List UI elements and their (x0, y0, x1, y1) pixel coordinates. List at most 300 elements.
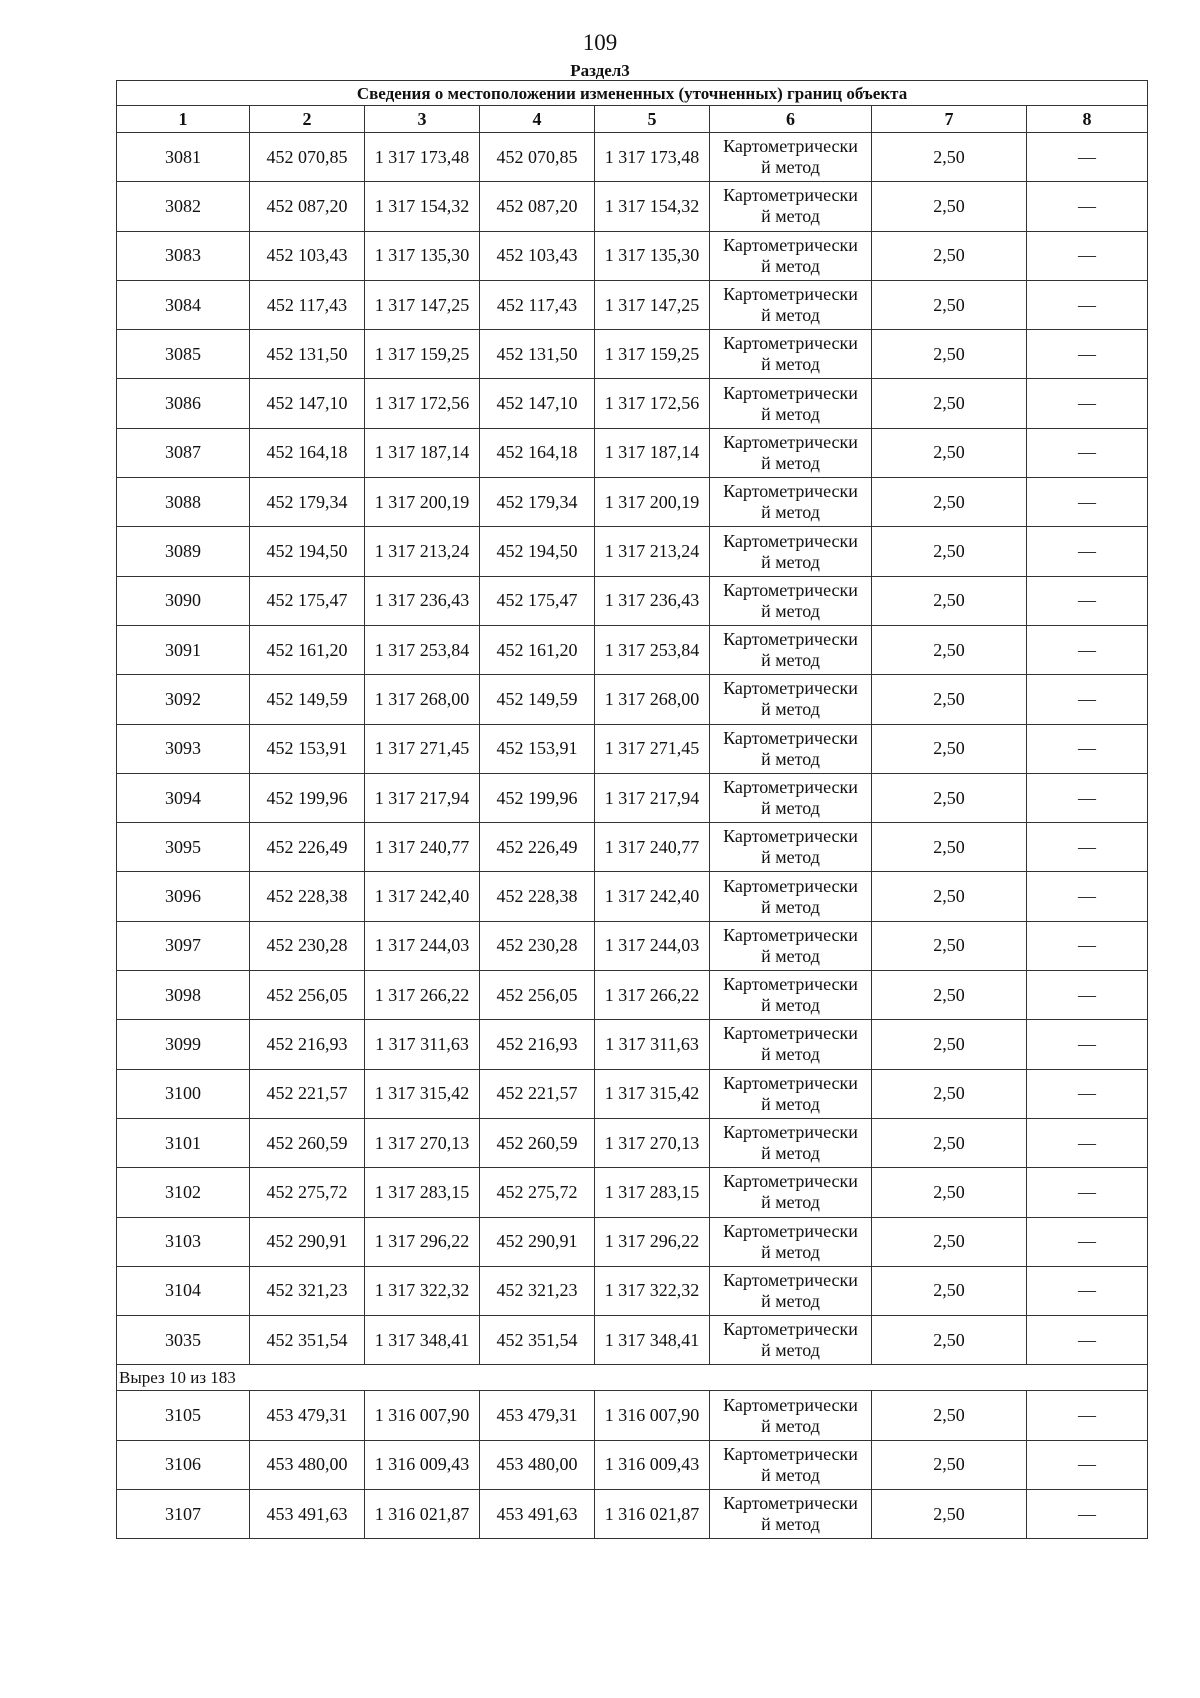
method-cell (710, 773, 872, 822)
note-cell: — (1027, 133, 1148, 182)
y-old-cell: 1 317 187,14 (365, 428, 480, 477)
note-cell: — (1027, 1391, 1148, 1440)
x-new-cell: 452 179,34 (480, 478, 595, 527)
y-old-cell: 1 317 154,32 (365, 182, 480, 231)
method-line-2: й метод (761, 1143, 820, 1164)
accuracy-cell: 2,50 (872, 133, 1027, 182)
y-old-cell: 1 317 173,48 (365, 133, 480, 182)
note-cell: — (1027, 428, 1148, 477)
x-new-cell: 452 290,91 (480, 1217, 595, 1266)
point-number-cell: 3090 (117, 576, 250, 625)
method-line-1: Картометрически (723, 1171, 858, 1192)
table-row (117, 1440, 1148, 1489)
method-cell (710, 231, 872, 280)
x-old-cell: 452 149,59 (250, 675, 365, 724)
note-cell: — (1027, 1490, 1148, 1539)
method-cell (710, 921, 872, 970)
accuracy-cell: 2,50 (872, 478, 1027, 527)
x-old-cell: 452 147,10 (250, 379, 365, 428)
y-new-cell: 1 316 007,90 (595, 1391, 710, 1440)
table-row (117, 1069, 1148, 1118)
note-cell: — (1027, 231, 1148, 280)
x-old-cell: 452 351,54 (250, 1316, 365, 1365)
page-number: 109 (582, 30, 618, 55)
table-row (117, 478, 1148, 527)
x-new-cell: 452 153,91 (480, 724, 595, 773)
y-new-cell: 1 317 311,63 (595, 1020, 710, 1069)
method-line-2: й метод (761, 255, 820, 276)
method-line-2: й метод (761, 354, 820, 375)
note-cell: — (1027, 773, 1148, 822)
table-caption: Сведения о местоположении измененных (уточненных) границ объекта (117, 81, 1148, 106)
accuracy-cell: 2,50 (872, 823, 1027, 872)
point-number-cell: 3097 (117, 921, 250, 970)
x-old-cell: 452 161,20 (250, 625, 365, 674)
x-old-cell: 452 175,47 (250, 576, 365, 625)
table-row (117, 872, 1148, 921)
point-number-cell: 3088 (117, 478, 250, 527)
accuracy-cell: 2,50 (872, 921, 1027, 970)
y-new-cell: 1 317 266,22 (595, 971, 710, 1020)
point-number-cell: 3084 (117, 280, 250, 329)
y-old-cell: 1 317 266,22 (365, 971, 480, 1020)
x-new-cell: 452 164,18 (480, 428, 595, 477)
x-old-cell: 452 290,91 (250, 1217, 365, 1266)
method-line-2: й метод (761, 748, 820, 769)
y-new-cell: 1 317 135,30 (595, 231, 710, 280)
point-number-cell: 3089 (117, 527, 250, 576)
y-old-cell: 1 317 283,15 (365, 1168, 480, 1217)
y-old-cell: 1 317 315,42 (365, 1069, 480, 1118)
method-line-2: й метод (761, 995, 820, 1016)
accuracy-cell: 2,50 (872, 1391, 1027, 1440)
y-new-cell: 1 317 172,56 (595, 379, 710, 428)
note-cell: — (1027, 1069, 1148, 1118)
y-new-cell: 1 317 159,25 (595, 330, 710, 379)
method-line-1: Картометрически (723, 1072, 858, 1093)
column-number: 3 (365, 106, 480, 133)
note-cell: — (1027, 675, 1148, 724)
note-cell: — (1027, 330, 1148, 379)
method-line-2: й метод (761, 1192, 820, 1213)
note-cell: — (1027, 724, 1148, 773)
y-new-cell: 1 316 009,43 (595, 1440, 710, 1489)
method-line-2: й метод (761, 1415, 820, 1436)
note-cell: — (1027, 872, 1148, 921)
method-line-2: й метод (761, 847, 820, 868)
x-new-cell: 452 226,49 (480, 823, 595, 872)
y-old-cell: 1 317 217,94 (365, 773, 480, 822)
x-old-cell: 452 321,23 (250, 1266, 365, 1315)
accuracy-cell: 2,50 (872, 773, 1027, 822)
cutout-label: Вырез 10 из 183 (117, 1365, 1148, 1391)
method-cell (710, 280, 872, 329)
method-line-1: Картометрически (723, 924, 858, 945)
table-row (117, 971, 1148, 1020)
y-old-cell: 1 317 296,22 (365, 1217, 480, 1266)
x-new-cell: 453 480,00 (480, 1440, 595, 1489)
y-old-cell: 1 317 311,63 (365, 1020, 480, 1069)
point-number-cell: 3103 (117, 1217, 250, 1266)
x-new-cell: 452 161,20 (480, 625, 595, 674)
y-old-cell: 1 316 021,87 (365, 1490, 480, 1539)
table-row (117, 231, 1148, 280)
method-line-1: Картометрически (723, 530, 858, 551)
method-line-2: й метод (761, 1290, 820, 1311)
method-line-1: Картометрически (723, 1122, 858, 1143)
table-row (117, 773, 1148, 822)
point-number-cell: 3093 (117, 724, 250, 773)
method-line-2: й метод (761, 551, 820, 572)
x-old-cell: 452 260,59 (250, 1118, 365, 1167)
method-cell (710, 1168, 872, 1217)
x-new-cell: 452 221,57 (480, 1069, 595, 1118)
y-old-cell: 1 317 242,40 (365, 872, 480, 921)
point-number-cell: 3086 (117, 379, 250, 428)
note-cell: — (1027, 1316, 1148, 1365)
method-line-1: Картометрически (723, 284, 858, 305)
method-cell (710, 1266, 872, 1315)
column-number: 2 (250, 106, 365, 133)
x-new-cell: 452 321,23 (480, 1266, 595, 1315)
point-number-cell: 3081 (117, 133, 250, 182)
x-new-cell: 452 256,05 (480, 971, 595, 1020)
column-number: 4 (480, 106, 595, 133)
x-old-cell: 452 230,28 (250, 921, 365, 970)
method-line-2: й метод (761, 1514, 820, 1535)
y-old-cell: 1 317 240,77 (365, 823, 480, 872)
x-new-cell: 452 117,43 (480, 280, 595, 329)
note-cell: — (1027, 1118, 1148, 1167)
note-cell: — (1027, 1168, 1148, 1217)
x-old-cell: 452 228,38 (250, 872, 365, 921)
method-line-1: Картометрически (723, 1023, 858, 1044)
table-body (117, 81, 1148, 1539)
note-cell: — (1027, 1217, 1148, 1266)
point-number-cell: 3107 (117, 1490, 250, 1539)
method-line-1: Картометрически (723, 826, 858, 847)
method-line-1: Картометрически (723, 1493, 858, 1514)
table-row (117, 1391, 1148, 1440)
table-row (117, 280, 1148, 329)
method-cell (710, 872, 872, 921)
x-new-cell: 452 194,50 (480, 527, 595, 576)
x-new-cell: 452 149,59 (480, 675, 595, 724)
method-line-2: й метод (761, 502, 820, 523)
table-row (117, 823, 1148, 872)
x-old-cell: 452 117,43 (250, 280, 365, 329)
column-number: 7 (872, 106, 1027, 133)
method-cell (710, 133, 872, 182)
table-row (117, 1217, 1148, 1266)
method-line-1: Картометрически (723, 875, 858, 896)
x-new-cell: 452 103,43 (480, 231, 595, 280)
y-new-cell: 1 317 253,84 (595, 625, 710, 674)
column-number-row (117, 106, 1148, 133)
method-cell (710, 379, 872, 428)
y-new-cell: 1 317 348,41 (595, 1316, 710, 1365)
y-new-cell: 1 316 021,87 (595, 1490, 710, 1539)
y-old-cell: 1 316 009,43 (365, 1440, 480, 1489)
accuracy-cell: 2,50 (872, 379, 1027, 428)
column-number: 5 (595, 106, 710, 133)
method-line-1: Картометрически (723, 1269, 858, 1290)
x-new-cell: 452 351,54 (480, 1316, 595, 1365)
table-row (117, 921, 1148, 970)
method-line-2: й метод (761, 650, 820, 671)
accuracy-cell: 2,50 (872, 576, 1027, 625)
y-new-cell: 1 317 236,43 (595, 576, 710, 625)
x-old-cell: 452 131,50 (250, 330, 365, 379)
point-number-cell: 3106 (117, 1440, 250, 1489)
method-line-1: Картометрически (723, 481, 858, 502)
point-number-cell: 3098 (117, 971, 250, 1020)
method-cell (710, 823, 872, 872)
accuracy-cell: 2,50 (872, 280, 1027, 329)
method-cell (710, 1391, 872, 1440)
method-line-1: Картометрически (723, 1394, 858, 1415)
x-old-cell: 452 275,72 (250, 1168, 365, 1217)
method-cell (710, 576, 872, 625)
y-new-cell: 1 317 242,40 (595, 872, 710, 921)
y-old-cell: 1 316 007,90 (365, 1391, 480, 1440)
x-new-cell: 452 087,20 (480, 182, 595, 231)
accuracy-cell: 2,50 (872, 872, 1027, 921)
x-old-cell: 452 256,05 (250, 971, 365, 1020)
x-old-cell: 452 087,20 (250, 182, 365, 231)
method-line-2: й метод (761, 798, 820, 818)
table-row (117, 527, 1148, 576)
y-old-cell: 1 317 135,30 (365, 231, 480, 280)
point-number-cell: 3087 (117, 428, 250, 477)
x-old-cell: 452 199,96 (250, 773, 365, 822)
table-row (117, 379, 1148, 428)
method-line-1: Картометрически (723, 333, 858, 354)
method-cell (710, 1217, 872, 1266)
y-old-cell: 1 317 348,41 (365, 1316, 480, 1365)
y-new-cell: 1 317 213,24 (595, 527, 710, 576)
point-number-cell: 3096 (117, 872, 250, 921)
point-number-cell: 3105 (117, 1391, 250, 1440)
method-cell (710, 330, 872, 379)
column-number: 6 (710, 106, 872, 133)
y-old-cell: 1 317 172,56 (365, 379, 480, 428)
x-new-cell: 452 275,72 (480, 1168, 595, 1217)
note-cell: — (1027, 921, 1148, 970)
caption-row (117, 81, 1148, 106)
table-row (117, 133, 1148, 182)
accuracy-cell: 2,50 (872, 1217, 1027, 1266)
accuracy-cell: 2,50 (872, 625, 1027, 674)
x-new-cell: 453 479,31 (480, 1391, 595, 1440)
section-title: Раздел3 (570, 61, 630, 80)
table-row (117, 1266, 1148, 1315)
table-row (117, 675, 1148, 724)
point-number-cell: 3099 (117, 1020, 250, 1069)
y-old-cell: 1 317 213,24 (365, 527, 480, 576)
note-cell: — (1027, 625, 1148, 674)
method-line-2: й метод (761, 206, 820, 227)
method-cell (710, 724, 872, 773)
x-old-cell: 452 216,93 (250, 1020, 365, 1069)
column-number: 8 (1027, 106, 1148, 133)
method-line-2: й метод (761, 699, 820, 720)
method-line-2: й метод (761, 600, 820, 621)
accuracy-cell: 2,50 (872, 1118, 1027, 1167)
method-line-2: й метод (761, 1093, 820, 1114)
point-number-cell: 3101 (117, 1118, 250, 1167)
y-old-cell: 1 317 147,25 (365, 280, 480, 329)
method-cell (710, 1069, 872, 1118)
x-new-cell: 452 216,93 (480, 1020, 595, 1069)
y-new-cell: 1 317 217,94 (595, 773, 710, 822)
method-line-1: Картометрически (723, 234, 858, 255)
method-line-1: Картометрически (723, 431, 858, 452)
y-new-cell: 1 317 315,42 (595, 1069, 710, 1118)
point-number-cell: 3102 (117, 1168, 250, 1217)
table-row (117, 330, 1148, 379)
x-new-cell: 452 199,96 (480, 773, 595, 822)
point-number-cell: 3083 (117, 231, 250, 280)
method-line-1: Картометрически (723, 678, 858, 699)
note-cell: — (1027, 182, 1148, 231)
x-old-cell: 453 480,00 (250, 1440, 365, 1489)
y-new-cell: 1 317 187,14 (595, 428, 710, 477)
note-cell: — (1027, 1440, 1148, 1489)
method-cell (710, 428, 872, 477)
y-new-cell: 1 317 240,77 (595, 823, 710, 872)
y-old-cell: 1 317 244,03 (365, 921, 480, 970)
method-cell (710, 675, 872, 724)
y-new-cell: 1 317 296,22 (595, 1217, 710, 1266)
y-old-cell: 1 317 236,43 (365, 576, 480, 625)
x-new-cell: 452 260,59 (480, 1118, 595, 1167)
method-cell (710, 625, 872, 674)
table-row (117, 428, 1148, 477)
y-old-cell: 1 317 253,84 (365, 625, 480, 674)
point-number-cell: 3104 (117, 1266, 250, 1315)
method-cell (710, 971, 872, 1020)
x-old-cell: 452 221,57 (250, 1069, 365, 1118)
x-old-cell: 452 179,34 (250, 478, 365, 527)
accuracy-cell: 2,50 (872, 182, 1027, 231)
x-old-cell: 453 491,63 (250, 1490, 365, 1539)
y-new-cell: 1 317 244,03 (595, 921, 710, 970)
y-old-cell: 1 317 270,13 (365, 1118, 480, 1167)
method-cell (710, 1020, 872, 1069)
note-cell: — (1027, 527, 1148, 576)
method-line-1: Картометрически (723, 382, 858, 403)
method-line-1: Картометрически (723, 974, 858, 995)
y-new-cell: 1 317 322,32 (595, 1266, 710, 1315)
x-old-cell: 452 164,18 (250, 428, 365, 477)
table-row (117, 576, 1148, 625)
table-row (117, 625, 1148, 674)
accuracy-cell: 2,50 (872, 1266, 1027, 1315)
note-cell: — (1027, 1020, 1148, 1069)
point-number-cell: 3091 (117, 625, 250, 674)
point-number-cell: 3092 (117, 675, 250, 724)
accuracy-cell: 2,50 (872, 971, 1027, 1020)
method-line-1: Картометрически (723, 777, 858, 797)
point-number-cell: 3100 (117, 1069, 250, 1118)
method-line-1: Картометрически (723, 1319, 858, 1340)
y-old-cell: 1 317 322,32 (365, 1266, 480, 1315)
method-cell (710, 478, 872, 527)
method-cell (710, 1316, 872, 1365)
accuracy-cell: 2,50 (872, 1316, 1027, 1365)
note-cell: — (1027, 576, 1148, 625)
x-new-cell: 452 147,10 (480, 379, 595, 428)
y-new-cell: 1 317 200,19 (595, 478, 710, 527)
x-old-cell: 452 070,85 (250, 133, 365, 182)
accuracy-cell: 2,50 (872, 724, 1027, 773)
accuracy-cell: 2,50 (872, 1440, 1027, 1489)
y-new-cell: 1 317 271,45 (595, 724, 710, 773)
x-old-cell: 452 226,49 (250, 823, 365, 872)
accuracy-cell: 2,50 (872, 675, 1027, 724)
accuracy-cell: 2,50 (872, 1020, 1027, 1069)
method-line-1: Картометрически (723, 727, 858, 748)
table-row (117, 182, 1148, 231)
method-line-2: й метод (761, 896, 820, 917)
method-cell (710, 527, 872, 576)
accuracy-cell: 2,50 (872, 1490, 1027, 1539)
table-row (117, 1020, 1148, 1069)
column-number: 1 (117, 106, 250, 133)
method-line-2: й метод (761, 305, 820, 326)
note-cell: — (1027, 1266, 1148, 1315)
x-new-cell: 452 230,28 (480, 921, 595, 970)
y-new-cell: 1 317 173,48 (595, 133, 710, 182)
accuracy-cell: 2,50 (872, 1069, 1027, 1118)
x-old-cell: 452 103,43 (250, 231, 365, 280)
method-line-2: й метод (761, 403, 820, 424)
x-old-cell: 452 194,50 (250, 527, 365, 576)
table-row (117, 1316, 1148, 1365)
x-old-cell: 453 479,31 (250, 1391, 365, 1440)
accuracy-cell: 2,50 (872, 527, 1027, 576)
table-row (117, 724, 1148, 773)
table-row (117, 1118, 1148, 1167)
method-line-1: Картометрически (723, 1443, 858, 1464)
y-new-cell: 1 317 154,32 (595, 182, 710, 231)
y-old-cell: 1 317 268,00 (365, 675, 480, 724)
method-line-1: Картометрически (723, 629, 858, 650)
x-new-cell: 452 175,47 (480, 576, 595, 625)
note-cell: — (1027, 971, 1148, 1020)
y-new-cell: 1 317 268,00 (595, 675, 710, 724)
note-cell: — (1027, 478, 1148, 527)
method-line-1: Картометрически (723, 1220, 858, 1241)
y-new-cell: 1 317 270,13 (595, 1118, 710, 1167)
method-line-2: й метод (761, 1241, 820, 1262)
x-new-cell: 453 491,63 (480, 1490, 595, 1539)
method-cell (710, 182, 872, 231)
method-cell (710, 1118, 872, 1167)
table-row (117, 1490, 1148, 1539)
method-line-1: Картометрически (723, 185, 858, 206)
method-line-2: й метод (761, 1044, 820, 1065)
point-number-cell: 3095 (117, 823, 250, 872)
y-old-cell: 1 317 159,25 (365, 330, 480, 379)
point-number-cell: 3035 (117, 1316, 250, 1365)
point-number-cell: 3085 (117, 330, 250, 379)
x-new-cell: 452 070,85 (480, 133, 595, 182)
method-line-2: й метод (761, 945, 820, 966)
x-new-cell: 452 228,38 (480, 872, 595, 921)
x-new-cell: 452 131,50 (480, 330, 595, 379)
